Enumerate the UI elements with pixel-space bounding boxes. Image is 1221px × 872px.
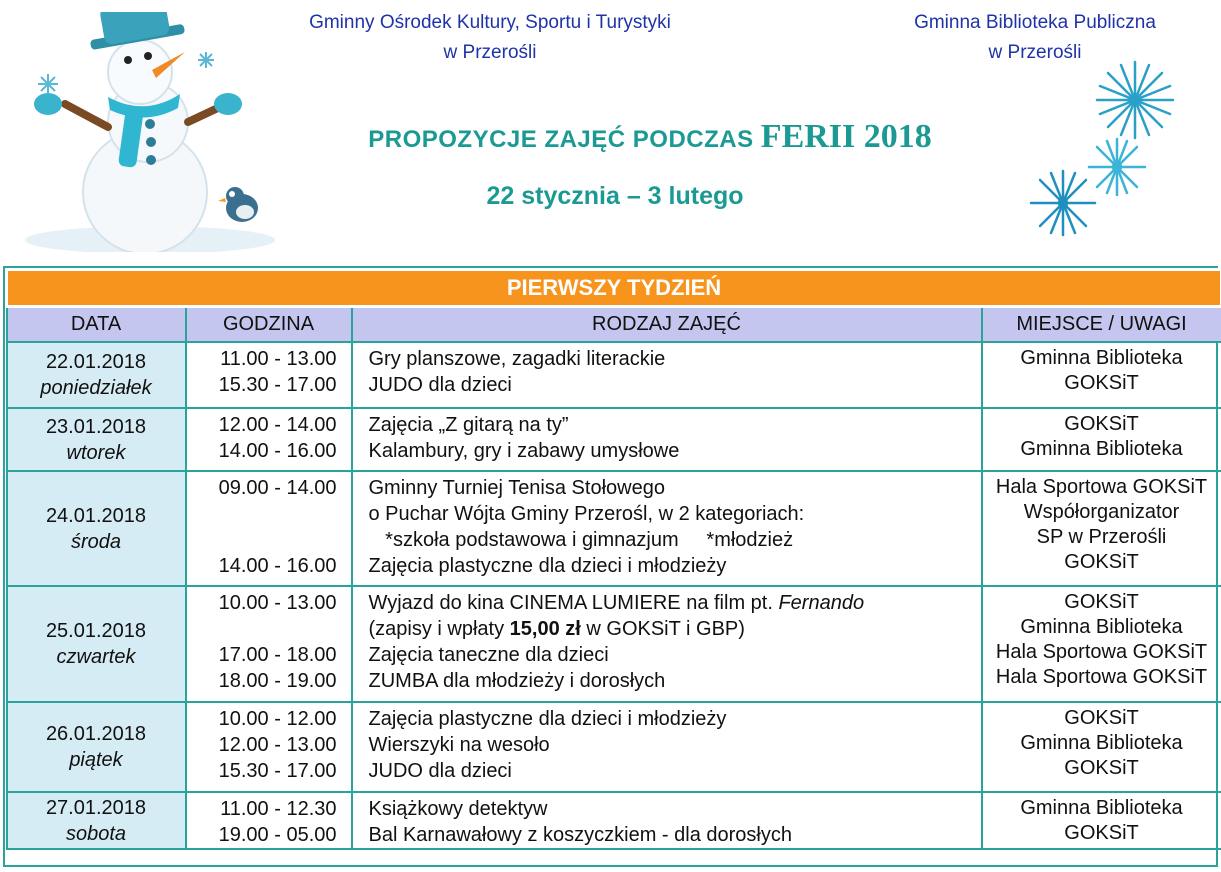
date-cell <box>7 408 186 471</box>
signup-price: 15,00 zł <box>509 618 581 640</box>
activity-cell <box>352 792 982 849</box>
activity-signup <box>369 616 981 642</box>
place: Gminna Biblioteka <box>1020 347 1183 369</box>
place: GOKSiT <box>1064 551 1139 573</box>
organizer-goksit-name: Gminny Ośrodek Kultury, Sportu i Turystyki <box>309 12 671 33</box>
place: Hala Sportowa GOKSiT <box>995 476 1208 498</box>
date: 22.01.2018 <box>45 351 147 373</box>
time-cell <box>186 702 352 792</box>
date: 25.01.2018 <box>45 620 147 642</box>
organizer-library-location: w Przerośli <box>988 42 1082 63</box>
place: GOKSiT <box>1064 822 1139 844</box>
time: 14.00 - 16.00 <box>218 555 337 577</box>
place: GOKSiT <box>1064 707 1139 729</box>
time-cell <box>186 792 352 849</box>
activity: Gry planszowe, zagadki literackie <box>368 348 666 370</box>
snowflake-icon <box>1025 55 1185 245</box>
place: Hala Sportowa GOKSiT <box>995 666 1208 688</box>
activity: Gminny Turniej Tenisa Stołowego <box>368 477 665 499</box>
organizer-library-name: Gminna Biblioteka Publiczna <box>914 12 1156 33</box>
time-cell <box>186 408 352 471</box>
time: 18.00 - 19.00 <box>218 670 337 692</box>
place: Hala Sportowa GOKSiT <box>995 641 1208 663</box>
page-title <box>300 118 1000 156</box>
time-cell <box>186 342 352 408</box>
time: 14.00 - 16.00 <box>218 440 337 462</box>
time: 10.00 - 13.00 <box>218 592 337 614</box>
date-cell <box>7 342 186 408</box>
page-title-part2: FERII 2018 <box>760 118 932 155</box>
table-row <box>7 702 1221 792</box>
table-row <box>7 471 1221 586</box>
date-cell <box>7 702 186 792</box>
place-cell <box>982 408 1221 471</box>
place-cell <box>982 792 1221 849</box>
activity: Kalambury, gry i zabawy umysłowe <box>368 440 680 462</box>
time: 12.00 - 13.00 <box>218 734 337 756</box>
place: GOKSiT <box>1064 591 1139 613</box>
place: GOKSiT <box>1064 757 1139 779</box>
time: 19.00 - 05.00 <box>218 824 337 846</box>
activity: Wierszyki na wesoło <box>368 734 550 756</box>
activity: o Puchar Wójta Gminy Przerośl, w 2 kategoriach: <box>368 503 805 525</box>
activity: Książkowy detektyw <box>368 798 548 820</box>
column-header-activity: RODZAJ ZAJĘĆ <box>352 307 982 343</box>
weekday: sobota <box>65 822 127 845</box>
snowman-illustration <box>20 12 280 252</box>
place: Gminna Biblioteka <box>1020 438 1183 460</box>
date-range: 22 stycznia – 3 lutego <box>486 182 744 210</box>
time: 15.30 - 17.00 <box>218 760 337 782</box>
activity: Zajęcia „Z gitarą na ty” <box>368 414 569 436</box>
activity: Zajęcia plastyczne dla dzieci i młodzieży <box>368 555 727 577</box>
time: 09.00 - 14.00 <box>218 477 337 499</box>
place-cell <box>982 471 1221 586</box>
film-title: Fernando <box>778 592 865 614</box>
bird-illustration <box>218 187 258 222</box>
activity-cell <box>352 586 982 702</box>
place: SP w Przerośli <box>1036 526 1167 548</box>
weekday: środa <box>70 530 122 553</box>
date: 26.01.2018 <box>45 723 147 745</box>
column-header-time: GODZINA <box>186 307 352 343</box>
activity-cell <box>352 408 982 471</box>
weekday: piątek <box>69 749 123 771</box>
signup-prefix: (zapisy i wpłaty <box>368 618 510 640</box>
time: 17.00 - 18.00 <box>218 644 337 666</box>
date-cell <box>7 792 186 849</box>
date: 24.01.2018 <box>45 504 147 527</box>
place-cell <box>982 702 1221 792</box>
date: 23.01.2018 <box>45 415 147 438</box>
activity-cell <box>352 471 982 586</box>
table-row <box>7 792 1221 849</box>
activity: ZUMBA dla młodzieży i dorosłych <box>368 670 666 692</box>
activity-cell <box>352 342 982 408</box>
weekday: czwartek <box>56 646 136 668</box>
time-cell <box>186 471 352 586</box>
activity: JUDO dla dzieci <box>368 374 512 396</box>
activity-cinema <box>369 590 981 616</box>
time: 10.00 - 12.00 <box>218 708 337 730</box>
page-title-part1: PROPOZYCJE ZAJĘĆ PODCZAS <box>368 126 761 153</box>
weekday: poniedziałek <box>40 377 152 399</box>
table-row <box>7 408 1221 471</box>
time: 15.30 - 17.00 <box>218 374 337 396</box>
column-header-place: MIEJSCE / UWAGI <box>982 307 1221 343</box>
column-header-date: DATA <box>7 307 186 343</box>
place-cell <box>982 342 1221 408</box>
date-cell <box>7 471 186 586</box>
time-cell <box>186 586 352 702</box>
time: 11.00 - 12.30 <box>220 798 337 820</box>
organizer-goksit <box>270 8 710 68</box>
activity: Zajęcia taneczne dla dzieci <box>368 644 609 666</box>
signup-suffix: w GOKSiT i GBP) <box>580 618 745 640</box>
place: GOKSiT <box>1064 413 1139 435</box>
place: Gminna Biblioteka <box>1020 732 1183 754</box>
place: GOKSiT <box>1064 372 1139 394</box>
table-row <box>7 586 1221 702</box>
place: Współorganizator <box>1023 501 1180 523</box>
time: 11.00 - 13.00 <box>220 348 337 370</box>
place: Gminna Biblioteka <box>1020 797 1183 819</box>
activity-cell <box>352 702 982 792</box>
place-cell <box>982 586 1221 702</box>
schedule-table <box>3 266 1218 867</box>
place: Gminna Biblioteka <box>1020 616 1183 638</box>
activity: Bal Karnawałowy z koszyczkiem - dla dorosłych <box>368 824 792 846</box>
activity: JUDO dla dzieci <box>368 760 512 782</box>
table-row <box>7 342 1221 408</box>
date-cell <box>7 586 186 702</box>
organizer-goksit-location: w Przerośli <box>443 42 537 63</box>
weekday: wtorek <box>66 441 126 464</box>
film-prefix: Wyjazd do kina CINEMA LUMIERE na film pt. <box>368 592 779 614</box>
week-label: PIERWSZY TYDZIEŃ <box>7 270 1221 307</box>
time: 12.00 - 14.00 <box>218 414 337 436</box>
date: 27.01.2018 <box>45 796 147 819</box>
activity: *szkoła podstawowa i gimnazjum *młodzież <box>368 529 794 551</box>
activity: Zajęcia plastyczne dla dzieci i młodzieży <box>368 708 727 730</box>
